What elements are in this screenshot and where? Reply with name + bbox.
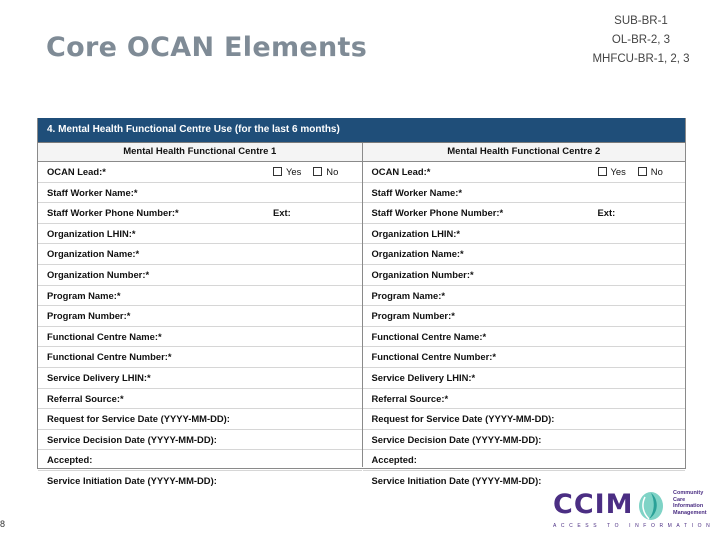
field-label: Program Name:* (47, 289, 121, 301)
field-label: Functional Centre Name:* (47, 330, 162, 342)
logo-side-line: Care (673, 496, 686, 503)
field-list (363, 162, 686, 491)
field-label: OCAN Lead:* (47, 166, 106, 177)
section-header: 4. Mental Health Functional Centre Use (for the last 6 months) (38, 118, 685, 143)
form-field-row (363, 389, 686, 410)
form-field-row (363, 327, 686, 348)
field-label: Functional Centre Number:* (47, 351, 172, 363)
form-field-row (38, 409, 362, 430)
column-heading: Mental Health Functional Centre 2 (363, 143, 686, 162)
field-label: Staff Worker Phone Number:* (371, 207, 504, 219)
form-field-row (38, 183, 362, 204)
form-field-row (38, 327, 362, 348)
form-field-row (38, 203, 362, 224)
field-label: Functional Centre Number:* (371, 351, 496, 363)
form-field-row (363, 347, 686, 368)
field-label: Referral Source:* (371, 392, 449, 404)
page-number: 8 (0, 519, 6, 529)
form-field-row (363, 183, 686, 204)
form-field-row (38, 306, 362, 327)
no-checkbox (313, 162, 338, 182)
field-list (38, 162, 362, 491)
checkbox-box (313, 167, 322, 176)
no-label: No (650, 166, 663, 177)
ext-label: Ext: (273, 207, 291, 219)
form-field-row (363, 203, 686, 224)
reference-line: OL-BR-2, 3 (611, 34, 671, 46)
form-field-row (363, 224, 686, 245)
logo-side-line: Management (673, 509, 707, 516)
field-label: Organization LHIN:* (371, 227, 461, 239)
frame-gap (37, 112, 686, 118)
form-field-row (363, 306, 686, 327)
field-label: Staff Worker Phone Number:* (47, 207, 179, 219)
field-label: Service Decision Date (YYYY-MM-DD): (371, 433, 542, 445)
form-field-row (38, 450, 362, 471)
field-label: Accepted: (371, 454, 417, 466)
field-label: Service Delivery LHIN:* (47, 371, 151, 383)
form-field-row (363, 368, 686, 389)
no-label: No (326, 166, 339, 177)
checkbox-box (598, 167, 607, 176)
field-label: Accepted: (47, 454, 93, 466)
functional-centre-2-column (362, 143, 686, 486)
field-label: Functional Centre Name:* (371, 330, 487, 342)
yes-no-checkboxes (598, 162, 675, 182)
field-label: Organization Number:* (371, 268, 474, 280)
form-field-row (363, 265, 686, 286)
logo-wordmark: CCIM (553, 489, 634, 520)
field-label: Request for Service Date (YYYY-MM-DD): (47, 413, 230, 425)
form-columns (38, 143, 685, 486)
field-label: Program Number:* (371, 310, 455, 322)
form-field-row (38, 162, 362, 183)
logo-tagline: ACCESS TO INFORMATION (553, 523, 715, 529)
form-field-row (38, 265, 362, 286)
form-field-row (363, 430, 686, 451)
field-label: Organization LHIN:* (47, 227, 136, 239)
form-field-row (38, 286, 362, 307)
yes-label: Yes (610, 166, 626, 177)
reference-line: MHFCU-BR-1, 2, 3 (592, 53, 690, 65)
field-label: Referral Source:* (47, 392, 124, 404)
no-checkbox (638, 162, 663, 182)
column-heading: Mental Health Functional Centre 1 (38, 143, 362, 162)
form-field-row (38, 347, 362, 368)
form-field-row (363, 286, 686, 307)
logo-side-text (673, 490, 707, 516)
form-field-row (38, 224, 362, 245)
form-field-row (363, 450, 686, 471)
logo-side-line: Information (673, 503, 704, 509)
field-label: Organization Number:* (47, 268, 150, 280)
logo-side-line: Community (673, 490, 704, 496)
yes-checkbox (598, 162, 626, 182)
form-field-row (363, 244, 686, 265)
form-screenshot (37, 117, 686, 486)
field-label: Program Name:* (371, 289, 445, 301)
form-field-row (38, 244, 362, 265)
field-label: OCAN Lead:* (371, 166, 431, 177)
field-label: Organization Name:* (47, 248, 140, 260)
checkbox-box (273, 167, 282, 176)
form-field-row (38, 471, 362, 491)
form-field-row (363, 162, 686, 183)
reference-line: SUB-BR-1 (614, 15, 668, 27)
field-label: Service Decision Date (YYYY-MM-DD): (47, 433, 217, 445)
field-label: Organization Name:* (371, 248, 464, 260)
field-label: Service Delivery LHIN:* (371, 371, 476, 383)
field-label: Staff Worker Name:* (47, 186, 138, 198)
ext-label: Ext: (597, 207, 616, 219)
functional-centre-1-column (38, 143, 362, 486)
form-field-row (363, 409, 686, 430)
yes-checkbox (273, 162, 301, 182)
requirement-references (576, 12, 706, 69)
form-field-row (38, 389, 362, 410)
field-label: Staff Worker Name:* (371, 186, 462, 198)
field-label: Service Initiation Date (YYYY-MM-DD): (371, 474, 542, 486)
field-label: Service Initiation Date (YYYY-MM-DD): (47, 474, 217, 486)
field-label: Request for Service Date (YYYY-MM-DD): (371, 413, 555, 425)
field-label: Program Number:* (47, 310, 131, 322)
yes-no-checkboxes (273, 162, 350, 182)
checkbox-box (638, 167, 647, 176)
form-field-row (38, 368, 362, 389)
ccim-logo (553, 487, 713, 531)
leaf-icon (635, 489, 667, 521)
form-field-row (38, 430, 362, 451)
slide-title: Core OCAN Elements (46, 32, 368, 63)
yes-label: Yes (286, 166, 302, 177)
